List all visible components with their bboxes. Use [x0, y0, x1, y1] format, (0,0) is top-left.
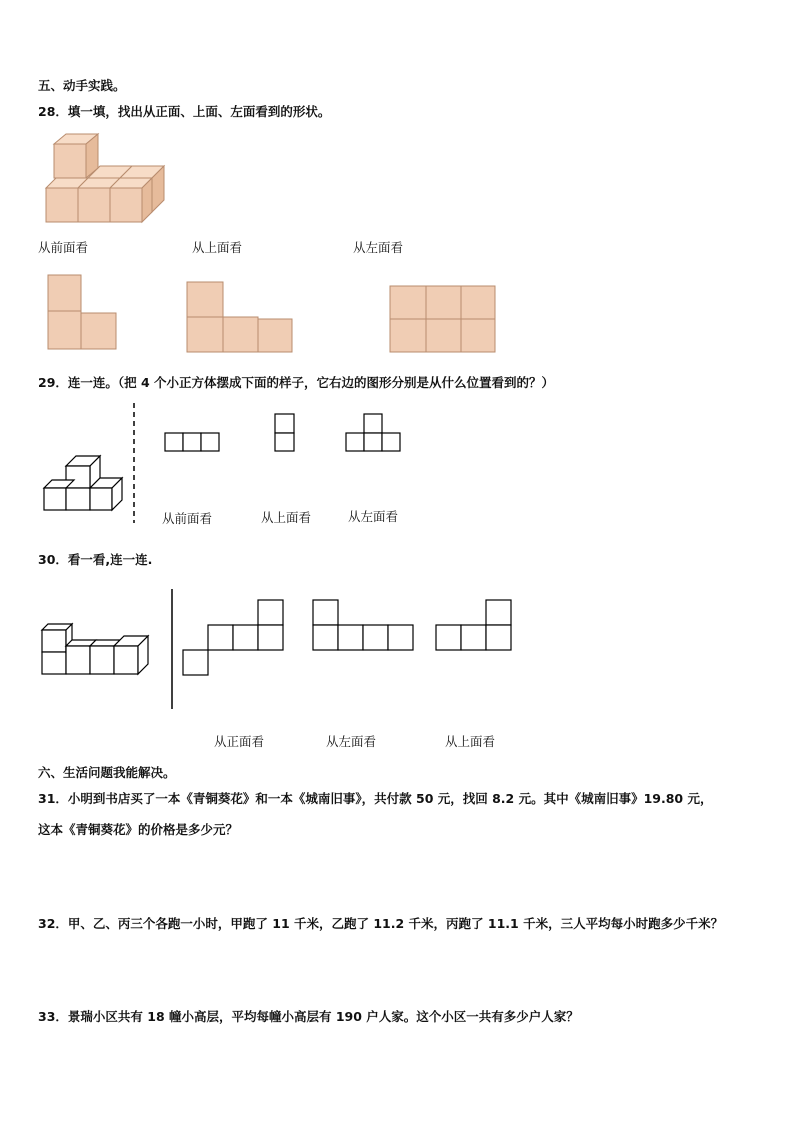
q29-label-left: 从左面看 [348, 509, 399, 524]
view-square [426, 319, 461, 352]
q28-top-view [186, 281, 294, 353]
q29-view-row-three [164, 432, 222, 452]
q28-block [110, 188, 142, 222]
q30-label-top: 从上面看 [445, 734, 496, 749]
q30-view-l-shape [312, 599, 416, 653]
q28-cube-figure [40, 132, 172, 226]
q28-block [78, 188, 110, 222]
q30-divider [169, 588, 175, 710]
q30-view-corner [435, 599, 515, 653]
q29-view-t-shape [345, 413, 403, 453]
q29-label-top: 从上面看 [261, 510, 312, 525]
question-31-line2: 这本《青铜葵花》的价格是多少元？ [38, 822, 239, 837]
q30-label-front: 从正面看 [214, 734, 265, 749]
view-square [48, 311, 81, 349]
view-square [390, 319, 426, 352]
question-29: 29．连一连。（把 4 个小正方体摆成下面的样子，它右边的图形分别是从什么位置看到的？） [38, 375, 555, 390]
q29-cube-figure [44, 452, 126, 512]
view-square [187, 317, 223, 352]
question-33: 33．景瑞小区共有 18 幢小高层，平均每幢小高层有 190 户人家。这个小区一共有多少户人家？ [38, 1009, 579, 1024]
view-square [461, 319, 495, 352]
question-30: 30．看一看,连一连. [38, 552, 153, 567]
question-32: 32．甲、乙、丙三个各跑一小时，甲跑了 11 千米，乙跑了 11.2 千米，丙跑了 11.1 千米，三人平均每小时跑多少千米？ [38, 916, 724, 931]
view-square [426, 286, 461, 319]
q28-label-top: 从上面看 [192, 240, 243, 255]
view-square [223, 317, 258, 352]
view-square [187, 282, 223, 317]
section-6-title: 六、生活问题我能解决。 [38, 765, 176, 780]
view-square [390, 286, 426, 319]
view-square [461, 286, 495, 319]
view-square [48, 275, 81, 311]
q28-left-view [389, 285, 497, 353]
q30-label-left: 从左面看 [326, 734, 377, 749]
q28-block [46, 188, 78, 222]
section-5-title: 五、动手实践。 [38, 78, 126, 93]
q28-label-left: 从左面看 [353, 240, 404, 255]
q28-block [54, 144, 86, 178]
q30-view-zigzag [182, 599, 286, 677]
q29-label-front: 从前面看 [162, 511, 213, 526]
view-square [258, 319, 292, 352]
q28-label-front: 从前面看 [38, 240, 89, 255]
q28-front-view [47, 274, 119, 352]
q29-view-column-two [274, 413, 296, 453]
view-square [81, 313, 116, 349]
q29-divider [130, 402, 138, 524]
question-31-line1: 31．小明到书店买了一本《青铜葵花》和一本《城南旧事》，共付款 50 元，找回 8.2 元。其中《城南旧事》19.80 元， [38, 791, 713, 806]
q30-cube-figure [40, 622, 155, 676]
question-28: 28．填一填，找出从正面、上面、左面看到的形状。 [38, 104, 331, 119]
